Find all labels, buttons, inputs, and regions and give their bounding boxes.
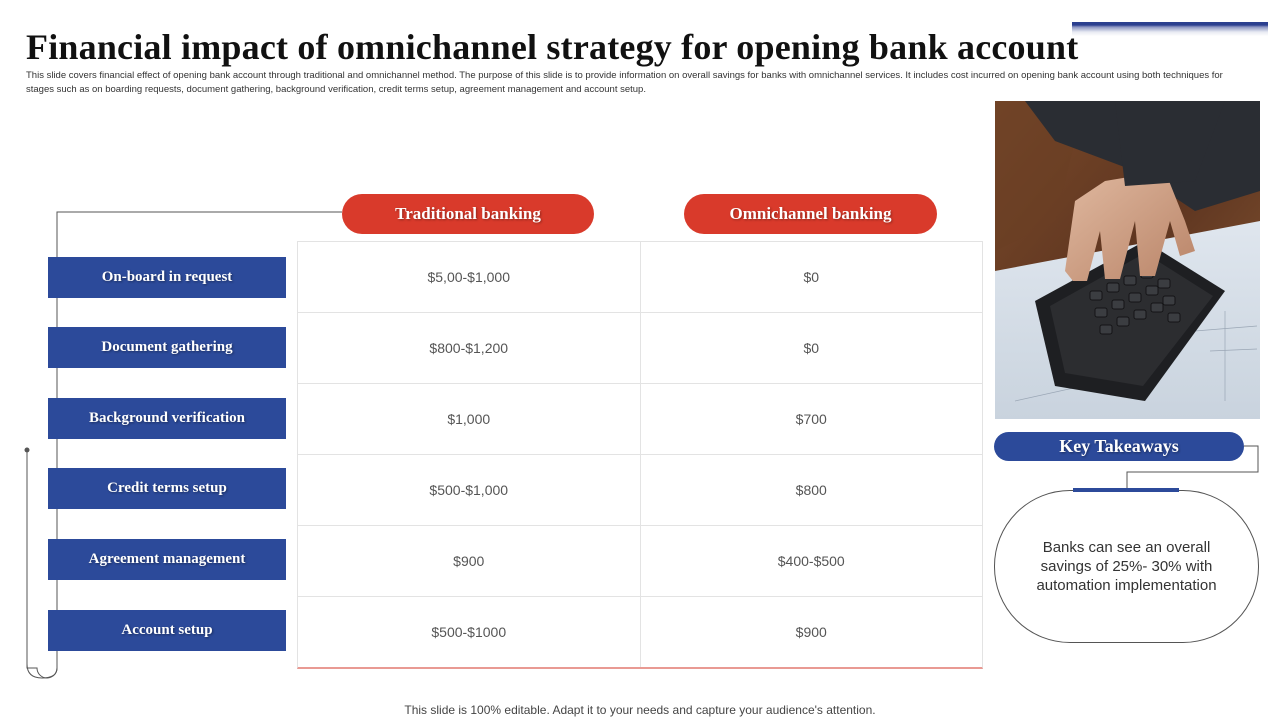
cost-comparison-table	[297, 241, 983, 669]
stage-label-credit: Credit terms setup	[48, 468, 286, 509]
omnichannel-cost-cell: $0	[803, 269, 820, 285]
table-row	[298, 384, 982, 455]
calculator-photo	[995, 101, 1260, 419]
omnichannel-banking-header: Omnichannel banking	[684, 194, 937, 234]
stage-label-onboard: On-board in request	[48, 257, 286, 298]
table-row	[298, 597, 982, 667]
omnichannel-cost-cell: $700	[795, 411, 827, 427]
key-takeaways-accent-bar	[1073, 488, 1179, 492]
omnichannel-cost-cell: $900	[795, 624, 827, 640]
traditional-cost-cell: $800-$1,200	[298, 313, 641, 383]
stage-label-agreement: Agreement management	[48, 539, 286, 580]
table-row	[298, 455, 982, 526]
omnichannel-cost-cell: $400-$500	[777, 553, 845, 569]
key-takeaways-text: Banks can see an overall savings of 25%- 30% with automation implementation	[1036, 539, 1217, 594]
traditional-banking-header: Traditional banking	[342, 194, 594, 234]
table-row	[298, 313, 982, 384]
traditional-cost-cell: $900	[298, 526, 641, 596]
key-takeaways-heading: Key Takeaways	[994, 432, 1244, 461]
slide-description: This slide covers financial effect of opening bank account through traditional and omnichannel method. The purpose of this slide is to provide information on overall savings for banks with omnichannel services. It includes cost incurred on opening bank account using both techniques for stages such as on boarding requests, document gathering, background verification, credit terms setup, agreement management and account setup.	[26, 70, 1223, 95]
page-title: Financial impact of omnichannel strategy for opening bank account	[26, 27, 1079, 67]
traditional-cost-cell: $1,000	[298, 384, 641, 454]
traditional-cost-cell: $500-$1,000	[298, 455, 641, 525]
traditional-cost-cell: $5,00-$1,000	[298, 242, 641, 312]
stage-label-background: Background verification	[48, 398, 286, 439]
stage-label-account: Account setup	[48, 610, 286, 651]
stage-label-document: Document gathering	[48, 327, 286, 368]
omnichannel-cost-cell: $800	[795, 482, 827, 498]
table-row	[298, 242, 982, 313]
table-row	[298, 526, 982, 597]
key-takeaways-bubble	[994, 490, 1259, 643]
traditional-cost-cell: $500-$1000	[298, 597, 641, 667]
footer-note: This slide is 100% editable. Adapt it to your needs and capture your audience's attention.	[404, 703, 876, 717]
omnichannel-cost-cell: $0	[803, 340, 820, 356]
